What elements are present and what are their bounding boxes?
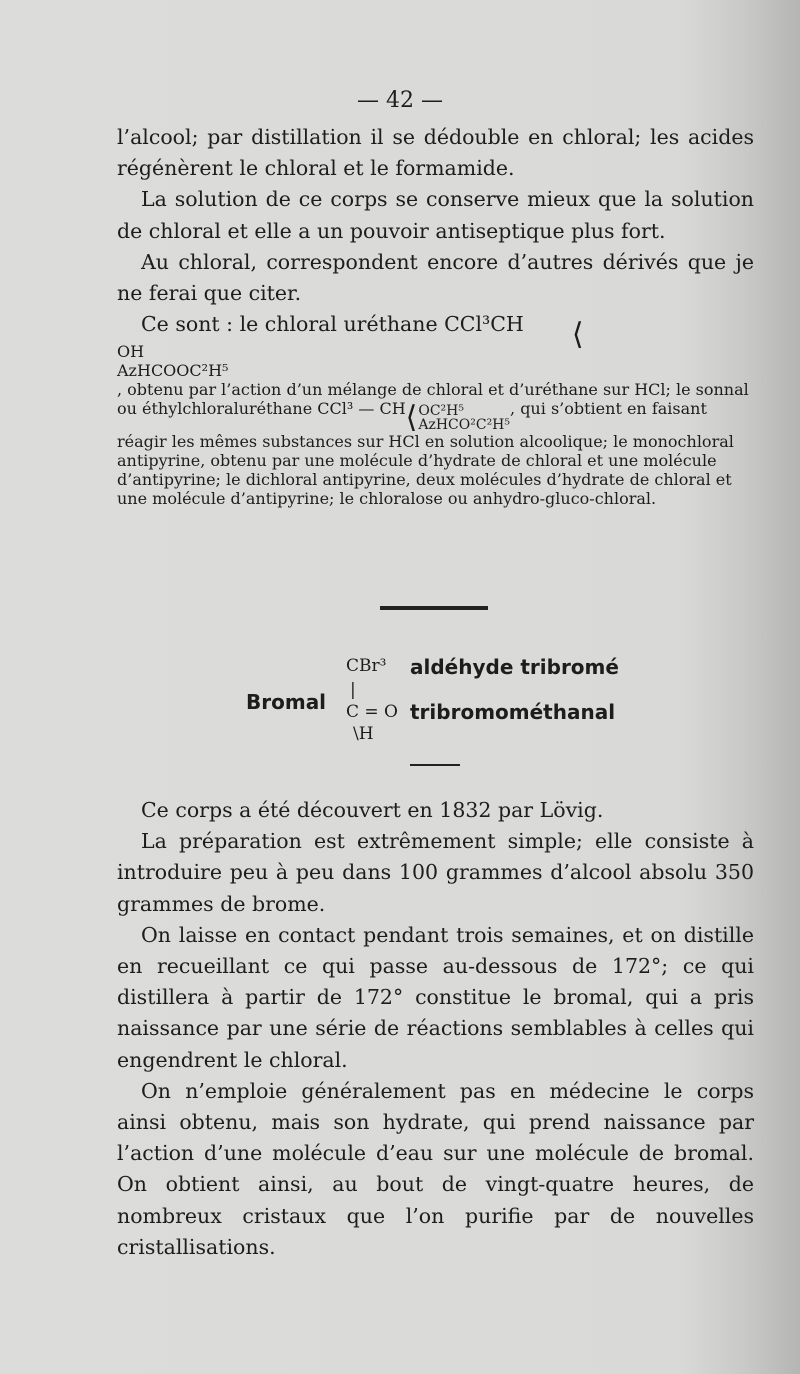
bromal-formula-top: CBr³ [346,656,387,676]
bromal-name: Bromal [246,690,327,714]
paragraph-1: l’alcool; par distillation il se dédouble en chloral; les acides régénèrent le chloral et le formamide. [117,125,754,181]
page-number: — 42 — [357,88,443,113]
bromal-desc2: tribromométhanal [410,700,616,724]
paragraph-hydrate: On n’emploie généralement pas en médecine le corps ainsi obtenu, mais son hydrate, qui prend naissance par l’action d’une molécule d’eau sur une molécule de bromal. On obtient ainsi, au bout de vingt-quatre heures, de nombreux cristaux que l’on purifie par de nouvelles cristallisations. [117,1078,754,1259]
derivatives-line3-post: , qui [510,399,546,419]
formula1-top: OH [117,342,145,362]
derivatives-rest: s’obtient en faisant réagir les mêmes substances sur HCl en solution alcoolique; le monochloral antipyrine, obtenu par une molécule d’hydrate de chloral et une molécule d’antipyrine; le dichloral antipyrine, deux molécules d’hydrate de chloral et une molécule d’antipyrine; le chloralose ou anhydro-gluco-chloral. [117,399,734,509]
paragraph-3: Au chloral, correspondent encore d’autres dérivés que je ne ferai que citer. [117,249,754,306]
derivatives-line2: par l’action d’un mélange de chloral et d’uréthane sur HCl; [188,380,671,400]
short-divider [410,764,460,766]
formula1-bottom: AzHCOOC²H⁵ [117,361,229,381]
chloral-urethane-formula: ⟨ [571,317,584,353]
bromal-formula-mid: C = O [346,702,398,722]
text-section-2 [117,795,754,1263]
formula2-top: OC²H⁵ [418,403,464,420]
paragraph-2: La solution de ce corps se conserve mieux que la solution de chloral et elle a un pouvoir antiseptique plus fort. [117,187,754,243]
derivatives-line3-pre: le sonnal ou éthylchloraluréthane CCl³ — CH [117,380,749,419]
paragraph-discovery: Ce corps a été découvert en 1832 par Lövig. [141,798,604,822]
derivatives-line1-pre: Ce sont : le chloral uréthane CCl³CH [141,312,524,337]
sonnal-formula: ⟨ OC²H⁵ AzHCO²C²H⁵ [405,400,511,436]
bromal-desc1: aldéhyde tribromé [410,655,619,679]
bromal-formula-bar: | [350,680,356,700]
paragraph-distillation: On laisse en contact pendant trois semaines, et on distille en recueillant ce qui passe au-dessous de 172°; ce qui distillera à partir de 172° constitue le bromal, qui a pris naissance par une série de réactions semblables à celles qui engendrent le chloral. [117,922,754,1072]
derivatives-line1-post: , obtenu [117,380,184,400]
paragraph-preparation: La préparation est extrêmement simple; elle consiste à introduire peu à peu dans 100 grammes d’alcool absolu 350 grammes de brome. [117,829,754,916]
bromal-formula-bottom: \H [353,724,374,744]
formula2-bottom: AzHCO²C²H⁵ [418,417,511,434]
